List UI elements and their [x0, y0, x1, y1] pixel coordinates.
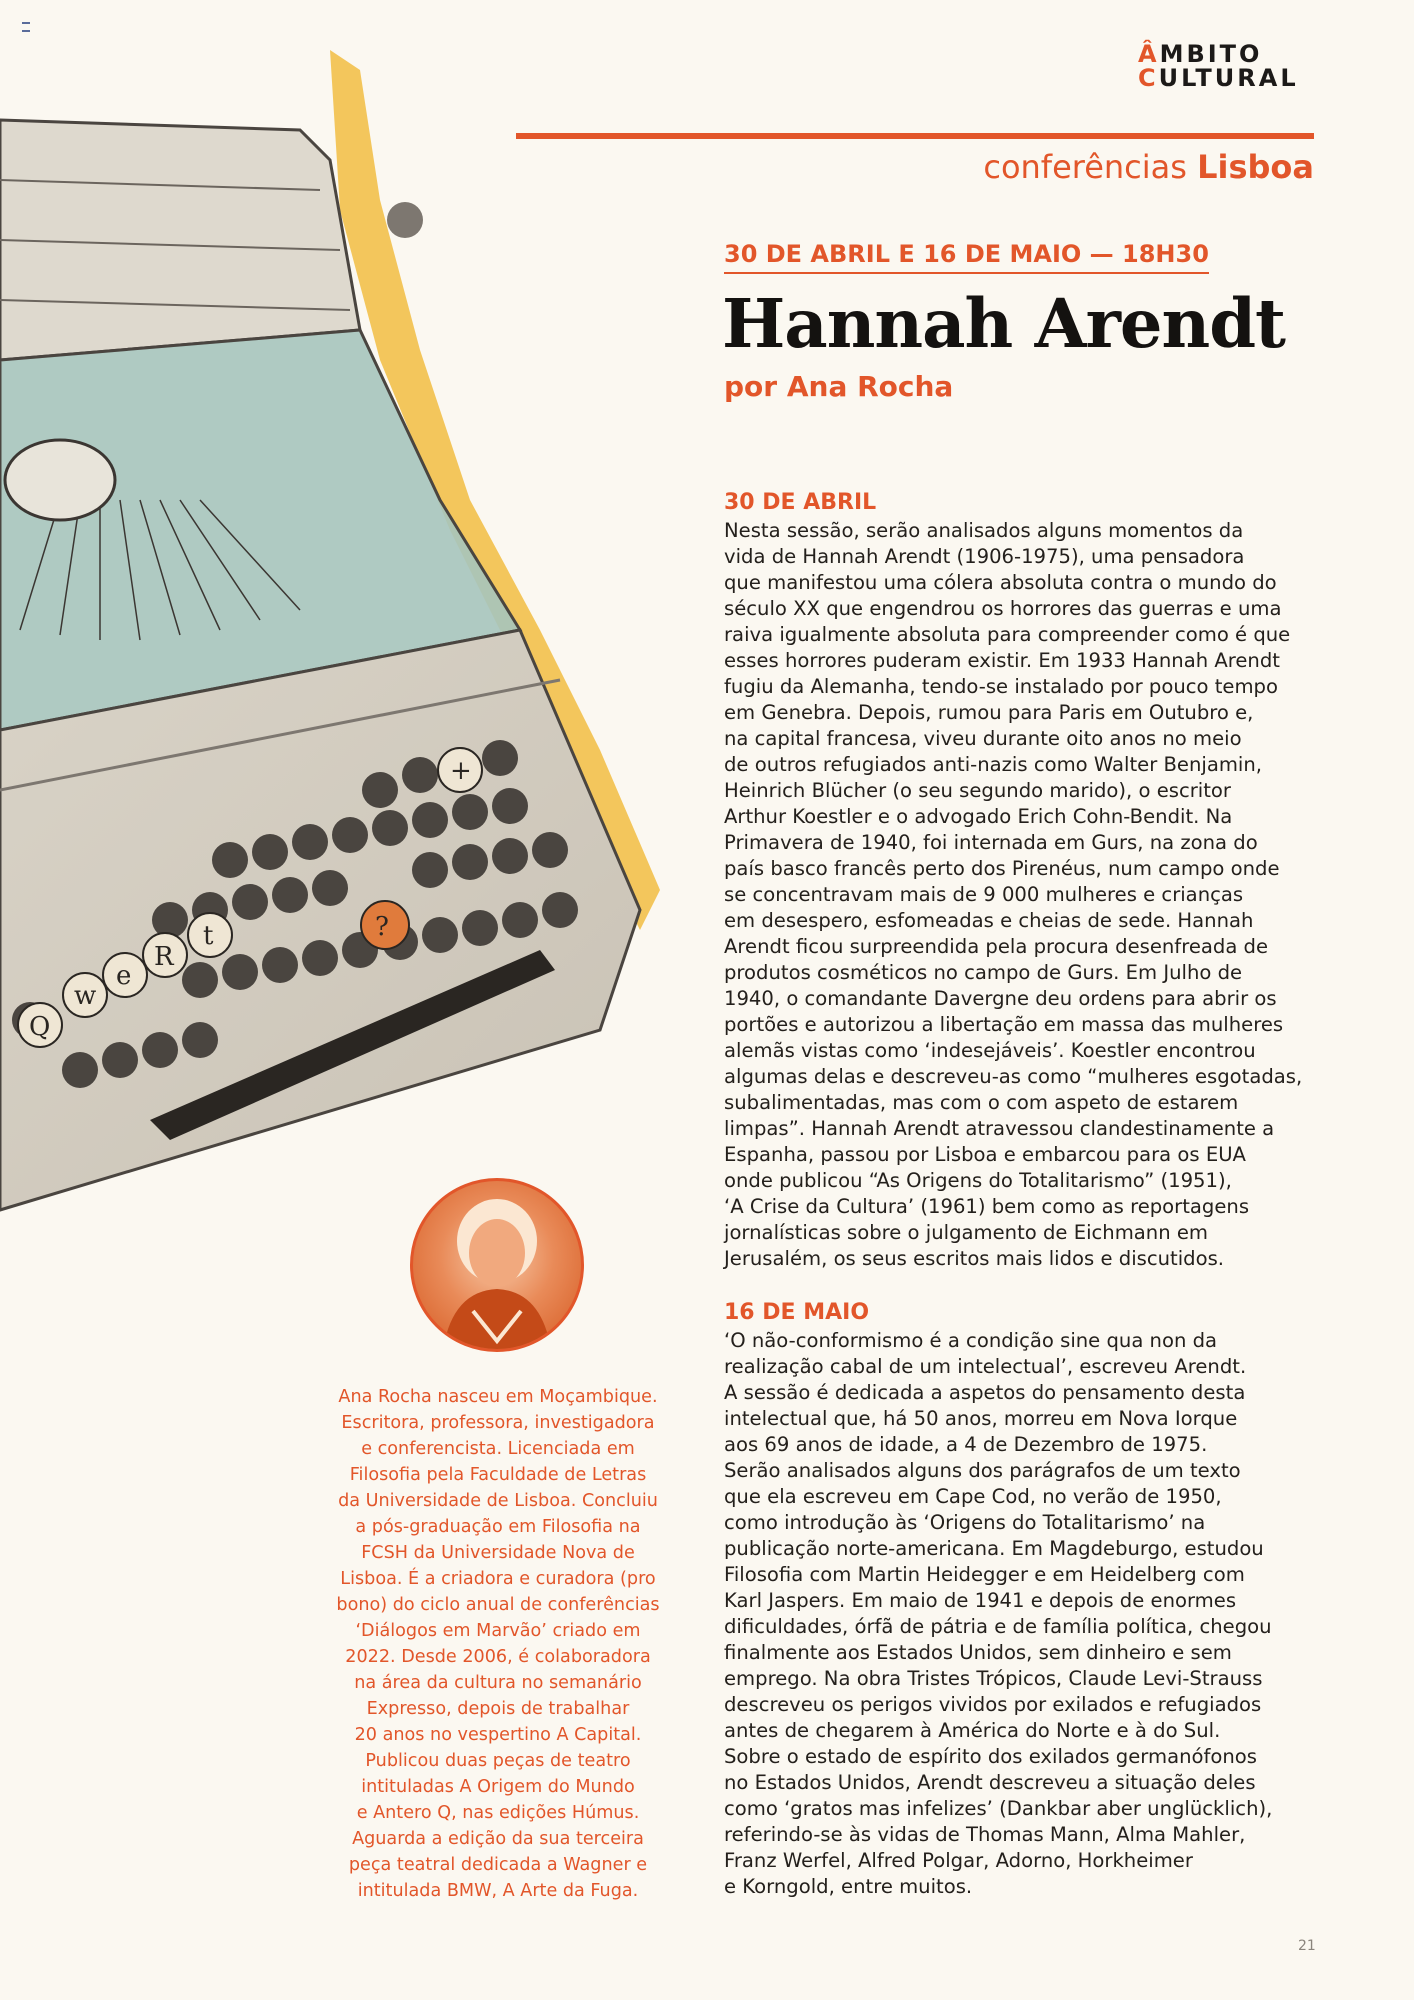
s1-line: jornalísticas sobre o julgamento de Eichmann em	[724, 1221, 1209, 1244]
s2-line: ‘O não-conformismo é a condição sine qua non da	[724, 1329, 1218, 1352]
typewriter-illustration	[0, 30, 690, 1250]
s2-line: Karl Jaspers. Em maio de 1941 e depois de enormes	[724, 1589, 1237, 1612]
s1-line: Arthur Koestler e o advogado Erich Cohn-Bendit. Na	[724, 805, 1233, 828]
s1-line: 1940, o comandante Davergne deu ordens para abrir os	[724, 987, 1277, 1010]
event-dates: 30 DE ABRIL E 16 DE MAIO — 18H30	[724, 240, 1209, 274]
s1-line: país basco francês perto dos Pirenéus, num campo onde	[724, 857, 1280, 880]
bio-line: a pós-graduação em Filosofia na	[355, 1517, 641, 1537]
bio-line: e conferencista. Licenciada em	[361, 1439, 635, 1459]
s1-line: na capital francesa, viveu durante oito anos no meio	[724, 727, 1242, 750]
author-portrait	[410, 1178, 584, 1352]
section-tag	[983, 148, 1314, 186]
bio-line: FCSH da Universidade Nova de	[361, 1543, 635, 1563]
s2-line: emprego. Na obra Tristes Trópicos, Claude Levi-Strauss	[724, 1667, 1263, 1690]
s1-line: em desespero, esfomeadas e cheias de sede. Hannah	[724, 909, 1254, 932]
bio-line: Ana Rocha nasceu em Moçambique.	[338, 1387, 658, 1407]
bio-line: Aguarda a edição da sua terceira	[352, 1829, 644, 1849]
bio-line: intitulada BMW, A Arte da Fuga.	[357, 1881, 639, 1901]
s2-line: publicação norte-americana. Em Magdeburgo, estudou	[724, 1537, 1264, 1560]
page-number: 21	[1298, 1938, 1316, 1954]
s2-line: referindo-se às vidas de Thomas Mann, Alma Mahler,	[724, 1823, 1246, 1846]
bio-line: Escritora, professora, investigadora	[341, 1413, 655, 1433]
s1-line: Primavera de 1940, foi internada em Gurs, na zona do	[724, 831, 1258, 854]
typewriter-key-q: Q	[29, 1012, 51, 1042]
s1-line: em Genebra. Depois, rumou para Paris em Outubro e,	[724, 701, 1254, 724]
s1-line: Heinrich Blücher (o seu segundo marido), o escritor	[724, 779, 1231, 802]
bio-line: 20 anos no vespertino A Capital.	[354, 1725, 642, 1745]
typewriter-key-question: ?	[375, 912, 389, 942]
s1-line: fugiu da Alemanha, tendo-se instalado por pouco tempo	[724, 675, 1278, 698]
bio-line: na área da cultura no semanário	[354, 1673, 642, 1693]
s2-line: antes de chegarem à América do Norte e à do Sul.	[724, 1719, 1221, 1742]
s2-line: no Estados Unidos, Arendt descreveu a situação deles	[724, 1771, 1256, 1794]
s1-line: produtos cosméticos no campo de Gurs. Em Julho de	[724, 961, 1243, 984]
s2-line: e Korngold, entre muitos.	[724, 1875, 973, 1898]
typewriter-key-r: R	[154, 942, 174, 972]
typewriter-key-t: t	[203, 921, 214, 951]
session-2-text	[724, 1328, 1324, 1900]
s1-line: Nesta sessão, serão analisados alguns momentos da	[724, 519, 1244, 542]
s1-line: Arendt ficou surpreendida pela procura desenfreada de	[724, 935, 1269, 958]
event-byline: por Ana Rocha	[724, 370, 954, 403]
s1-line: algumas delas e descreveu-as como “mulheres esgotadas,	[724, 1065, 1303, 1088]
typewriter-key-w: w	[74, 981, 97, 1011]
s2-line: Sobre o estado de espírito dos exilados germanófonos	[724, 1745, 1257, 1768]
s1-line: século XX que engendrou os horrores das guerras e uma	[724, 597, 1282, 620]
bio-line: da Universidade de Lisboa. Concluiu	[338, 1491, 658, 1511]
s1-line: limpas”. Hannah Arendt atravessou clandestinamente a	[724, 1117, 1275, 1140]
s1-line: de outros refugiados anti-nazis como Walter Benjamin,	[724, 753, 1263, 776]
bio-line: e Antero Q, nas edições Húmus.	[356, 1803, 640, 1823]
bio-line: 2022. Desde 2006, é colaboradora	[345, 1647, 651, 1667]
s1-line: Espanha, passou por Lisboa e embarcou para os EUA	[724, 1143, 1246, 1166]
s1-line: ‘A Crise da Cultura’ (1961) bem como as reportagens	[724, 1195, 1250, 1218]
bio-line: ‘Diálogos em Marvão’ criado em	[355, 1621, 641, 1641]
bio-line: Expresso, depois de trabalhar	[366, 1699, 630, 1719]
s2-line: finalmente aos Estados Unidos, sem dinheiro e sem	[724, 1641, 1232, 1664]
s1-line: portões e autorizou a libertação em massa das mulheres	[724, 1013, 1284, 1036]
section-tag-bold: Lisboa	[1197, 148, 1314, 186]
bio-line: Lisboa. É a criadora e curadora (pro	[340, 1569, 656, 1589]
session-2-heading: 16 DE MAIO	[724, 1300, 870, 1325]
s1-line: raiva igualmente absoluta para compreender como é que	[724, 623, 1291, 646]
author-bio	[318, 1384, 678, 1904]
session-1-text	[724, 518, 1324, 1272]
bio-line: peça teatral dedicada a Wagner e	[348, 1855, 648, 1875]
s1-line: vida de Hannah Arendt (1906-1975), uma pensadora	[724, 545, 1245, 568]
s1-line: esses horrores puderam existir. Em 1933 Hannah Arendt	[724, 649, 1280, 672]
s2-line: como ‘gratos mas infelizes’ (Dankbar aber unglücklich),	[724, 1797, 1273, 1820]
s1-line: que manifestou uma cólera absoluta contra o mundo do	[724, 571, 1277, 594]
s2-line: Serão analisados alguns dos parágrafos de um texto	[724, 1459, 1241, 1482]
section-tag-light: conferências	[983, 148, 1187, 186]
typewriter-key-plus: +	[450, 756, 472, 786]
s2-line: como introdução às ‘Origens do Totalitarismo’ na	[724, 1511, 1206, 1534]
s2-line: A sessão é dedicada a aspetos do pensamento desta	[724, 1381, 1246, 1404]
s2-line: aos 69 anos de idade, a 4 de Dezembro de 1975.	[724, 1433, 1208, 1456]
bio-line: Filosofia pela Faculdade de Letras	[349, 1465, 647, 1485]
s2-line: Filosofia com Martin Heidegger e em Heidelberg com	[724, 1563, 1245, 1586]
event-title: Hannah Arendt	[722, 284, 1286, 363]
s1-line: alemãs vistas como ‘indesejáveis’. Koestler encontrou	[724, 1039, 1256, 1062]
s2-line: que ela escreveu em Cape Cod, no verão de 1950,	[724, 1485, 1222, 1508]
s2-line: intelectual que, há 50 anos, morreu em Nova Iorque	[724, 1407, 1238, 1430]
bio-line: intituladas A Origem do Mundo	[361, 1777, 635, 1797]
bio-line: bono) do ciclo anual de conferências	[336, 1595, 660, 1615]
s1-line: onde publicou “As Origens do Totalitarismo” (1951),	[724, 1169, 1232, 1192]
session-1-heading: 30 DE ABRIL	[724, 490, 877, 515]
ambito-cultural-logo: ÂMBITO CULTURAL	[1138, 40, 1299, 92]
bio-line: Publicou duas peças de teatro	[365, 1751, 631, 1771]
typewriter-key-e: e	[116, 961, 132, 991]
s2-line: descreveu os perigos vividos por exilados e refugiados	[724, 1693, 1262, 1716]
s2-line: dificuldades, órfã de pátria e de família política, chegou	[724, 1615, 1272, 1638]
s2-line: Franz Werfel, Alfred Polgar, Adorno, Horkheimer	[724, 1849, 1193, 1872]
s1-line: Jerusalém, os seus escritos mais lidos e discutidos.	[724, 1247, 1225, 1270]
s1-line: subalimentadas, mas com o com aspeto de estarem	[724, 1091, 1239, 1114]
s2-line: realização cabal de um intelectual’, escreveu Arendt.	[724, 1355, 1247, 1378]
s1-line: se concentravam mais de 9 000 mulheres e crianças	[724, 883, 1244, 906]
